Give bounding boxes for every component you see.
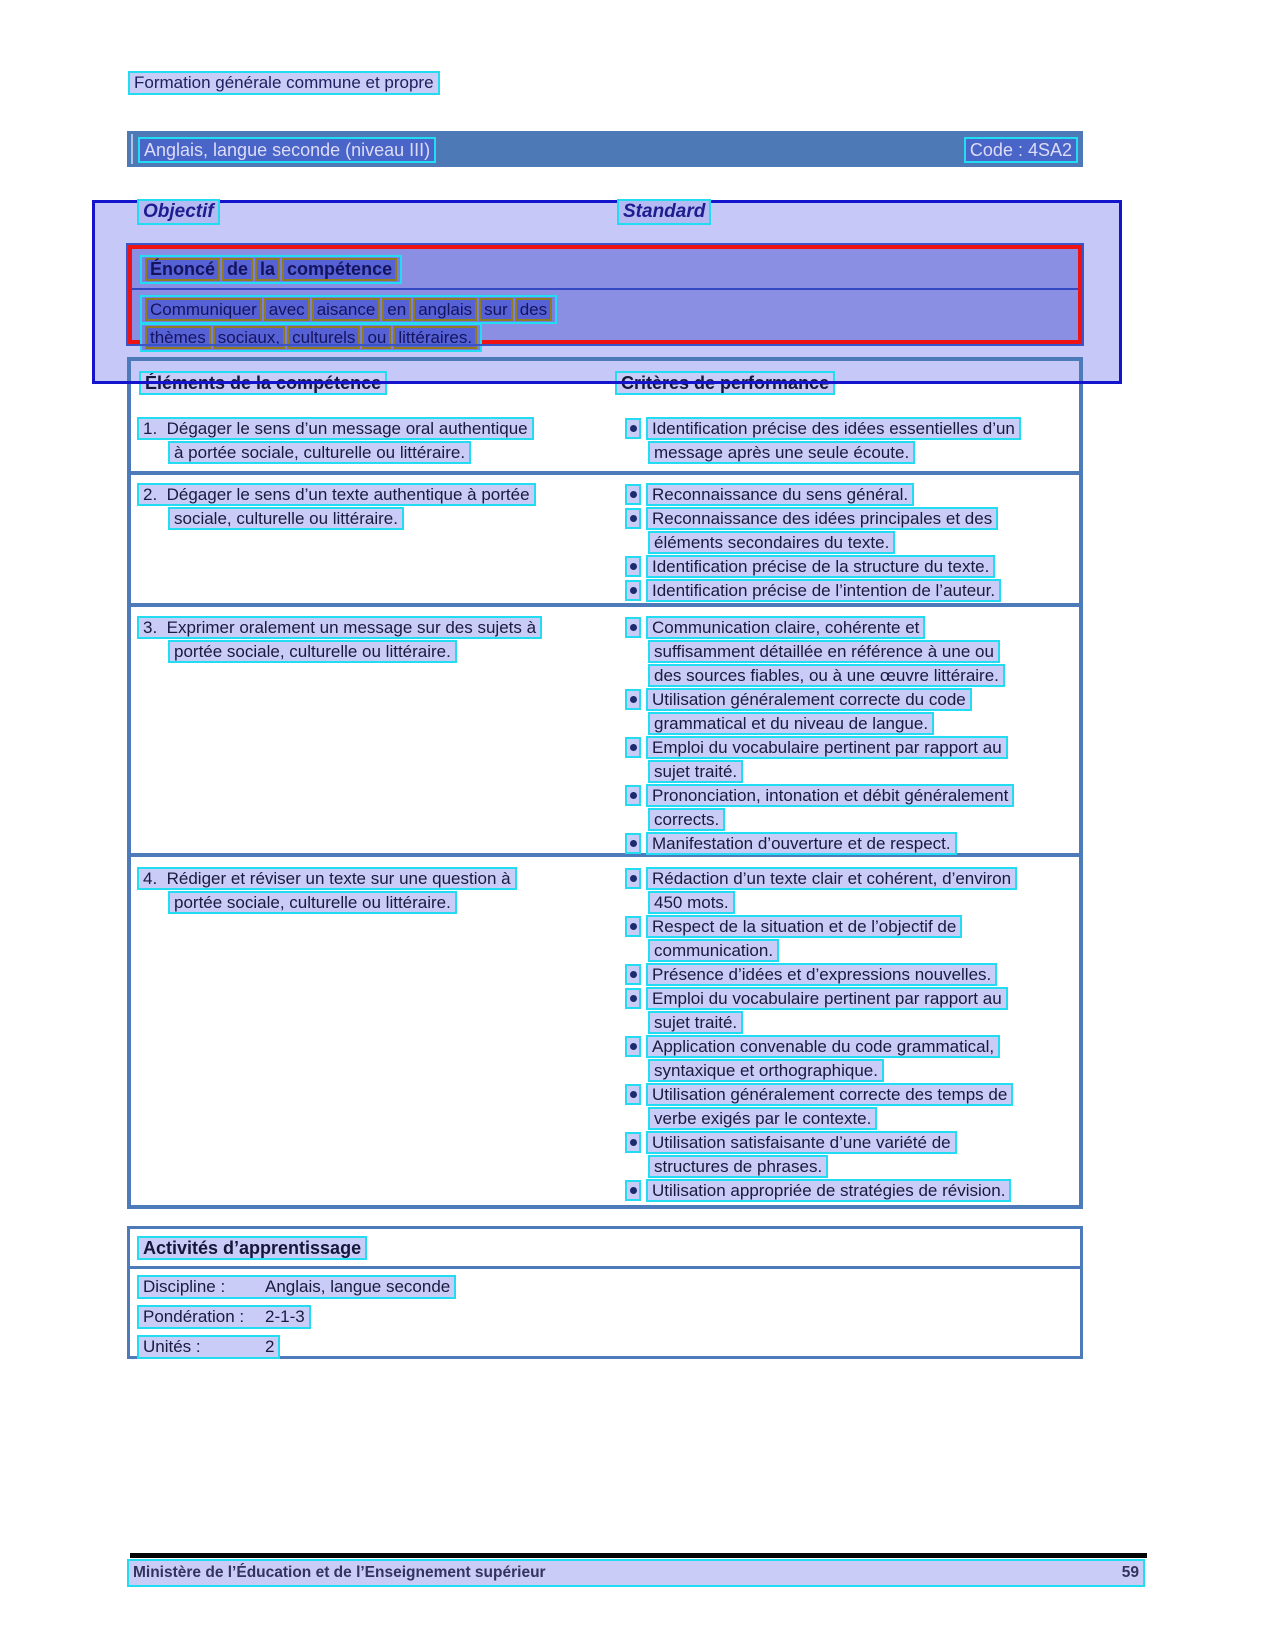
criteria-text: syntaxique et orthographique. [650,1061,882,1080]
bullet-icon [627,582,639,599]
bullet-dot [630,971,637,978]
criteria-text: verbe exigés par le contexte. [650,1109,875,1128]
bullet-icon [627,1182,639,1199]
activity-label: Discipline : [143,1277,226,1296]
criteria-line [621,868,1079,892]
bullet-dot [630,840,637,847]
activity-line [139,1277,1080,1307]
bullet-icon [627,870,639,887]
criteria-line [621,1060,1079,1084]
criteria-text: Utilisation appropriée de stratégies de révision. [648,1181,1009,1200]
course-title: Anglais, langue seconde (niveau III) [140,139,434,161]
bullet-dot [630,1187,637,1194]
bullet-dot [630,875,637,882]
criteria-text: Emploi du vocabulaire pertinent par rapport au [648,989,1006,1008]
enonce-word: anglais [413,298,477,321]
criteria-line [621,916,1079,940]
enonce-title [142,257,400,282]
criteria-line [621,737,1079,761]
criteria-line [621,617,1079,641]
criteria-text: Présence d’idées et d’expressions nouvelles. [648,965,995,984]
activity-value: 2 [265,1337,275,1356]
criteria-text: Reconnaissance du sens général. [648,485,912,504]
bullet-dot [630,792,637,799]
enonce-word: culturels [287,326,360,349]
enonce-line-box [142,325,480,350]
element-line [139,484,613,508]
objectif-label: Objectif [139,201,218,223]
enonce-word: thèmes [145,326,211,349]
enonce-word: sociaux, [213,326,285,349]
criteria-cell [613,418,1079,471]
enonce-word: Énoncé [145,258,220,281]
criteria-line [621,1036,1079,1060]
element-text: 3. Exprimer oralement un message sur des sujets à [139,618,540,637]
table-row [131,603,1079,853]
element-line [139,892,613,916]
element-line [139,508,613,532]
criteria-cell [613,484,1079,603]
enonce-word: des [515,298,552,321]
table-row [131,853,1079,1201]
bullet-dot [630,696,637,703]
criteria-text: communication. [650,941,777,960]
bullet-icon [627,510,639,527]
bullet-dot [630,425,637,432]
criteria-text: Identification précise des idées essentielles d’un [648,419,1019,438]
footer-ministry: Ministère de l’Éducation et de l’Enseignement supérieur [133,1564,546,1581]
element-cell [131,484,613,603]
bullet-dot [630,1091,637,1098]
enonce-word: littéraires. [393,326,477,349]
criteria-text: 450 mots. [650,893,733,912]
footer-bar [129,1561,1143,1585]
footer-rule [130,1553,1147,1558]
bullet-icon [627,918,639,935]
criteria-line [621,1132,1079,1156]
activity-value: 2-1-3 [265,1307,305,1326]
criteria-line [621,1156,1079,1180]
bullet-dot [630,563,637,570]
enonce-word: compétence [282,258,397,281]
criteria-line [621,1012,1079,1036]
criteria-text: Identification précise de l’intention de l’auteur. [648,581,999,600]
bullet-dot [630,1139,637,1146]
activity-line [139,1307,1080,1337]
element-text: 1. Dégager le sens d’un message oral authentique [139,419,532,438]
activity-label: Unités : [143,1337,201,1356]
criteria-line [621,1180,1079,1204]
standard-label: Standard [619,201,709,223]
enonce-word: ou [362,326,391,349]
criteria-line [621,940,1079,964]
activities-box [127,1226,1083,1359]
criteria-text: suffisamment détaillée en référence à une ou [650,642,998,661]
bullet-dot [630,744,637,751]
criteria-text: Respect de la situation et de l’objectif de [648,917,960,936]
element-text: à portée sociale, culturelle ou littéraire. [170,443,469,462]
enonce-word: de [222,258,253,281]
enonce-line-box [142,297,555,322]
criteria-cell [613,617,1079,853]
bullet-icon [627,739,639,756]
element-line [139,641,613,665]
activities-rows [139,1277,1080,1367]
criteria-line [621,580,1079,604]
criteria-line [621,665,1079,689]
element-line [139,418,613,442]
element-text: sociale, culturelle ou littéraire. [170,509,402,528]
element-text: portée sociale, culturelle ou littéraire. [170,893,455,912]
element-text: 4. Rédiger et réviser un texte sur une question à [139,869,515,888]
enonce-word: Communiquer [145,298,262,321]
bullet-dot [630,587,637,594]
footer-page-number: 59 [1121,1564,1139,1581]
criteria-text: structures de phrases. [650,1157,826,1176]
criteria-text: sujet traité. [650,1013,741,1032]
bullet-icon [627,835,639,852]
criteria-line [621,761,1079,785]
enonce-word: aisance [312,298,381,321]
element-text: 2. Dégager le sens d’un texte authentique à portée [139,485,534,504]
bullet-icon [627,619,639,636]
bullet-icon [627,1134,639,1151]
bullet-icon [627,1086,639,1103]
activity-label: Pondération : [143,1307,245,1326]
criteria-line [621,556,1079,580]
element-line [139,617,613,641]
table-row [131,471,1079,603]
bullet-icon [627,486,639,503]
bullet-icon [627,966,639,983]
criteria-line [621,532,1079,556]
activity-box [139,1337,278,1357]
table-body [131,405,1079,1201]
activities-divider [130,1266,1080,1269]
criteria-line [621,508,1079,532]
criteria-text: des sources fiables, ou à une œuvre littéraire. [650,666,1003,685]
bullet-dot [630,491,637,498]
competence-table [127,357,1083,1209]
element-cell [131,617,613,853]
top-label: Formation générale commune et propre [130,73,438,93]
criteria-text: Utilisation satisfaisante d’une variété de [648,1133,955,1152]
criteria-line [621,418,1079,442]
activities-title: Activités d’apprentissage [139,1238,365,1258]
bullet-dot [630,624,637,631]
criteria-text: Identification précise de la structure du texte. [648,557,993,576]
enonce-word: la [255,258,280,281]
criteria-text: Emploi du vocabulaire pertinent par rapport au [648,738,1006,757]
course-code: Code : 4SA2 [966,139,1076,161]
element-line [139,442,613,466]
criteria-line [621,442,1079,466]
criteria-text: Rédaction d’un texte clair et cohérent, d’environ [648,869,1015,888]
criteria-line [621,689,1079,713]
criteria-line [621,988,1079,1012]
enonce-body [142,297,1078,350]
criteria-text: Application convenable du code grammatical, [648,1037,998,1056]
element-cell [131,868,613,1201]
criteria-text: message après une seule écoute. [650,443,913,462]
criteria-text: Reconnaissance des idées principales et des [648,509,996,528]
enonce-divider [132,288,1078,290]
criteria-text: Manifestation d’ouverture et de respect. [648,834,955,853]
criteria-text: Prononciation, intonation et débit généralement [648,786,1012,805]
enonce-word: avec [264,298,310,321]
element-line [139,868,613,892]
criteria-line [621,833,1079,857]
criteria-text: Utilisation généralement correcte du code [648,690,970,709]
bullet-icon [627,420,639,437]
bar-left-strip [131,134,133,164]
bullet-icon [627,990,639,1007]
criteria-line [621,892,1079,916]
enonce-word: en [382,298,411,321]
criteria-cell [613,868,1079,1201]
course-header-bar [127,131,1083,167]
criteria-text: grammatical et du niveau de langue. [650,714,932,733]
criteria-line [621,785,1079,809]
enonce-body-line [142,325,1078,350]
bullet-icon [627,1038,639,1055]
bullet-icon [627,787,639,804]
criteria-line [621,1108,1079,1132]
bullet-icon [627,558,639,575]
bullet-dot [630,995,637,1002]
element-text: portée sociale, culturelle ou littéraire. [170,642,455,661]
enonce-body-line [142,297,1078,322]
criteria-text: corrects. [650,810,723,829]
criteria-line [621,713,1079,737]
bullet-icon [627,691,639,708]
activity-value: Anglais, langue seconde [265,1277,451,1296]
outer-box-bottom-border [92,381,1122,384]
criteria-line [621,484,1079,508]
criteria-text: sujet traité. [650,762,741,781]
criteria-text: Utilisation généralement correcte des temps de [648,1085,1011,1104]
enonce-word: sur [479,298,513,321]
element-cell [131,418,613,471]
activities-title-line [139,1238,1080,1259]
enonce-title-line [142,257,1078,282]
criteria-line [621,641,1079,665]
criteria-text: Communication claire, cohérente et [648,618,923,637]
criteria-text: éléments secondaires du texte. [650,533,893,552]
bullet-dot [630,1043,637,1050]
criteria-line [621,964,1079,988]
activity-line [139,1337,1080,1367]
bullet-dot [630,515,637,522]
enonce-box [128,245,1082,347]
activity-box [139,1277,454,1297]
table-row [131,405,1079,471]
criteria-line [621,809,1079,833]
criteria-line [621,1084,1079,1108]
bullet-dot [630,923,637,930]
activity-box [139,1307,309,1327]
